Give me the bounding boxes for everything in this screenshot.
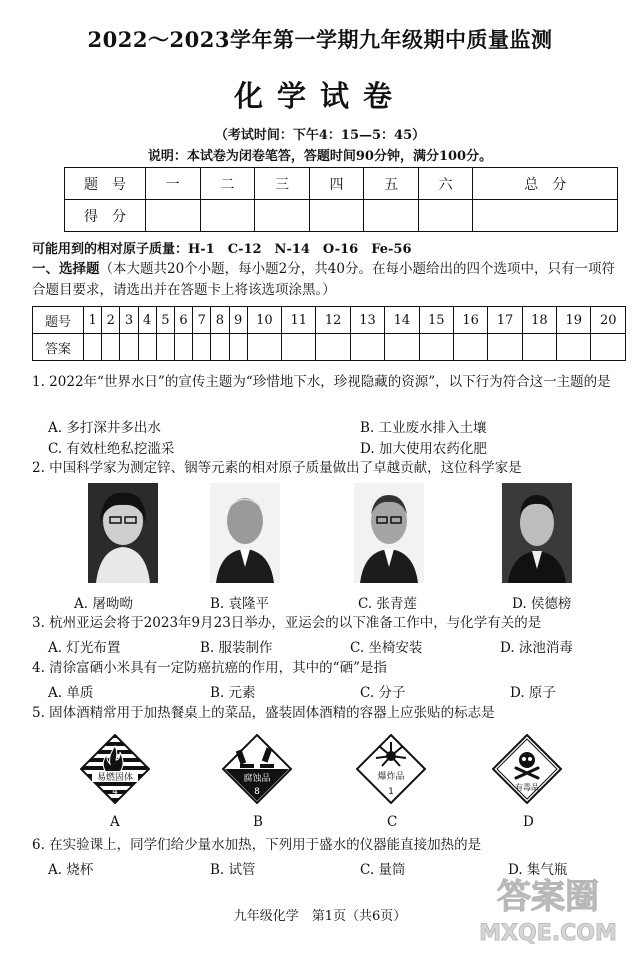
question-6-option-b[interactable]: B. 试管 — [210, 862, 256, 878]
answer-cell[interactable] — [522, 334, 556, 361]
answer-number-cell: 13 — [350, 307, 384, 334]
answer-row-label: 题号 — [33, 307, 84, 334]
exam-title: 2022～2023学年第一学期九年级期中质量监测 — [87, 27, 553, 52]
score-cell[interactable] — [418, 200, 473, 232]
answer-number-cell: 20 — [591, 307, 626, 334]
answer-number-cell: 16 — [453, 307, 487, 334]
exam-time: （考试时间：下午4：15—5：45） — [214, 128, 426, 143]
answer-fill-row — [33, 334, 626, 361]
portrait-image-b — [210, 483, 280, 583]
explosive-number: 1 — [388, 787, 394, 797]
portrait-photo-a — [88, 483, 158, 583]
answer-number-cell: 10 — [247, 307, 281, 334]
answer-number-cell: 1 — [84, 307, 102, 334]
corrosive-label: 腐蚀品 — [243, 774, 271, 784]
answer-number-cell: 12 — [316, 307, 350, 334]
question-1-option-d[interactable]: D. 加大使用农药化肥 — [360, 441, 487, 457]
score-cell[interactable] — [364, 200, 419, 232]
question-5-stem: 5. 固体酒精常用于加热餐桌上的菜品，盛装固体酒精的容器上应张贴的标志是 — [32, 705, 495, 721]
subject-title: 化学试卷 — [233, 79, 406, 113]
question-6-option-c[interactable]: C. 量筒 — [360, 862, 406, 878]
score-header-cell: 六 — [418, 168, 473, 200]
flammable-solid-label: 易燃固体 — [96, 773, 134, 783]
answer-cell[interactable] — [84, 334, 102, 361]
question-4-option-b[interactable]: B. 元素 — [210, 685, 256, 701]
score-cell[interactable] — [200, 200, 255, 232]
section1-intro — [32, 259, 628, 301]
question-2-stem: 2. 中国科学家为测定锌、铟等元素的相对原子质量做出了卓越贡献，这位科学家是 — [32, 460, 522, 476]
answer-cell[interactable] — [557, 334, 591, 361]
answer-number-cell: 18 — [522, 307, 556, 334]
answer-cell[interactable] — [282, 334, 316, 361]
question-6-option-d[interactable]: D. 集气瓶 — [508, 862, 568, 878]
portrait-image-a — [88, 483, 158, 583]
score-cell[interactable] — [255, 200, 310, 232]
answer-cell[interactable] — [385, 334, 419, 361]
score-header-cell: 一 — [146, 168, 201, 200]
answer-cell[interactable] — [419, 334, 453, 361]
answer-cell[interactable] — [120, 334, 138, 361]
answer-cell[interactable] — [247, 334, 281, 361]
answer-cell[interactable] — [211, 334, 229, 361]
answer-cell[interactable] — [316, 334, 350, 361]
answer-cell[interactable] — [156, 334, 174, 361]
answer-cell[interactable] — [102, 334, 120, 361]
score-header-cell: 题 号 — [65, 168, 146, 200]
answer-cell[interactable] — [138, 334, 156, 361]
score-cell[interactable] — [146, 200, 201, 232]
portrait-image-c — [354, 483, 424, 583]
answer-cell[interactable] — [229, 334, 247, 361]
question-1-stem: 1. 2022年“世界水日”的宣传主题为“珍惜地下水，珍视隐藏的资源”，以下行为符合这一主题的是 — [32, 374, 611, 390]
answer-number-cell: 8 — [211, 307, 229, 334]
watermark-line-2: MXQE.COM — [479, 921, 617, 946]
atomic-mass-line: 可能用到的相对原子质量：H-1 C-12 N-14 O-16 Fe-56 — [32, 242, 412, 257]
section1-heading: 一、选择题 — [32, 261, 100, 277]
question-3-option-b[interactable]: B. 服装制作 — [200, 640, 273, 656]
answer-cell[interactable] — [591, 334, 626, 361]
question-3-option-a[interactable]: A. 灯光布置 — [48, 640, 121, 656]
answer-number-cell: 7 — [193, 307, 211, 334]
question-4-option-a[interactable]: A. 单质 — [48, 685, 94, 701]
portrait-photo-c — [354, 483, 424, 583]
answer-row-label: 答案 — [33, 334, 84, 361]
question-3-option-d[interactable]: D. 泳池消毒 — [500, 640, 573, 656]
flammable-solid-number: 4 — [112, 787, 118, 797]
explosive-label: 爆炸品 — [377, 772, 405, 782]
question-4-option-c[interactable]: C. 分子 — [360, 685, 406, 701]
exam-instructions: 说明：本试卷为闭卷笔答，答题时间90分钟，满分100分。 — [147, 149, 493, 164]
score-cell[interactable] — [473, 200, 618, 232]
question-1-option-a[interactable]: A. 多打深井多出水 — [48, 420, 161, 436]
portrait-photo-d — [502, 483, 572, 583]
score-cell[interactable] — [309, 200, 364, 232]
question-2-option-b[interactable]: B. 袁隆平 — [210, 596, 270, 612]
flammable-solid-sign-icon — [80, 734, 150, 804]
answer-cell[interactable] — [453, 334, 487, 361]
score-header-cell: 三 — [255, 168, 310, 200]
answer-number-cell: 17 — [488, 307, 522, 334]
answer-number-cell: 15 — [419, 307, 453, 334]
corrosive-number: 8 — [254, 787, 260, 797]
portrait-photo-b — [210, 483, 280, 583]
answer-cell[interactable] — [174, 334, 192, 361]
question-6-option-a[interactable]: A. 烧杯 — [48, 862, 94, 878]
answer-number-cell: 14 — [385, 307, 419, 334]
answer-table — [32, 306, 626, 361]
site-watermark-logo — [458, 868, 638, 948]
score-header-cell: 二 — [200, 168, 255, 200]
question-6-stem: 6. 在实验课上，同学们给少量水加热，下列用于盛水的仪器能直接加热的是 — [32, 837, 482, 853]
explosive-sign-icon — [356, 734, 426, 804]
section1-text: （本大题共20个小题，每小题2分，共40分。在每小题给出的四个选项中，只有一项符合题目要求，请选出并在答题卡上将该选项涂黑。） — [32, 261, 615, 298]
corrosive-sign-icon — [222, 734, 292, 804]
question-2-option-c[interactable]: C. 张青莲 — [358, 596, 417, 612]
question-5-option-b[interactable]: B — [253, 814, 263, 830]
answer-number-cell: 4 — [138, 307, 156, 334]
question-5-option-c[interactable]: C — [387, 814, 398, 830]
answer-number-cell: 19 — [557, 307, 591, 334]
question-5-option-a[interactable]: A — [110, 814, 120, 830]
question-2-option-d[interactable]: D. 侯德榜 — [512, 596, 572, 612]
answer-number-cell: 11 — [282, 307, 316, 334]
question-3-option-c[interactable]: C. 坐椅安装 — [350, 640, 423, 656]
answer-number-row — [33, 307, 626, 334]
watermark-line-1: 答案圈 — [497, 877, 599, 917]
score-header-cell: 五 — [364, 168, 419, 200]
portrait-image-d — [502, 483, 572, 583]
question-4-stem: 4. 清徐富硒小米具有一定防癌抗癌的作用，其中的“硒”是指 — [32, 660, 387, 676]
score-header-cell: 总 分 — [473, 168, 618, 200]
score-header-cell: 四 — [309, 168, 364, 200]
question-1-option-b[interactable]: B. 工业废水排入土壤 — [360, 420, 487, 436]
question-1-option-c[interactable]: C. 有效杜绝私挖滥采 — [48, 441, 175, 457]
toxic-label: 有毒品 — [515, 783, 539, 792]
answer-cell[interactable] — [193, 334, 211, 361]
score-table — [64, 167, 618, 232]
question-4-option-d[interactable]: D. 原子 — [510, 685, 556, 701]
question-5-option-d[interactable]: D — [523, 814, 534, 830]
question-2-option-a[interactable]: A. 屠呦呦 — [74, 596, 133, 612]
page-footer: 九年级化学 第1页（共6页） — [233, 909, 407, 924]
score-row-label: 得 分 — [65, 200, 146, 232]
answer-cell[interactable] — [488, 334, 522, 361]
answer-number-cell: 5 — [156, 307, 174, 334]
answer-cell[interactable] — [350, 334, 384, 361]
answer-number-cell: 9 — [229, 307, 247, 334]
score-table-score-row — [65, 200, 618, 232]
score-table-header-row — [65, 168, 618, 200]
answer-number-cell: 2 — [102, 307, 120, 334]
question-3-stem: 3. 杭州亚运会将于2023年9月23日举办，亚运会的以下准备工作中，与化学有关的是 — [32, 615, 542, 631]
toxic-sign-icon — [492, 734, 562, 804]
answer-number-cell: 6 — [174, 307, 192, 334]
answer-number-cell: 3 — [120, 307, 138, 334]
